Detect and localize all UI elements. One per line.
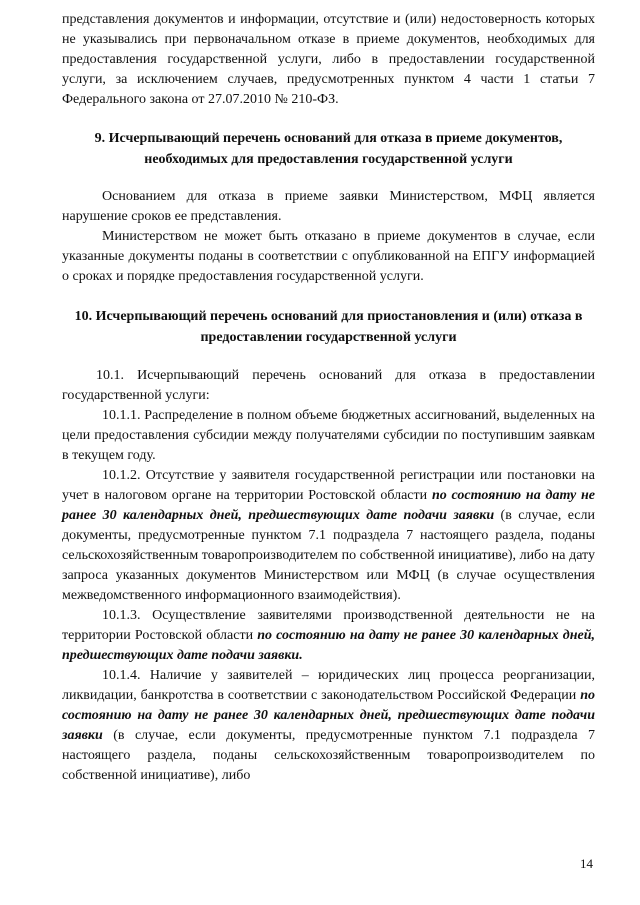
page-content <box>62 10 595 786</box>
paragraph-10-1-3 <box>62 606 595 666</box>
section-9-heading: 9. Исчерпывающий перечень оснований для отказа в приеме документов, необходимых для предоставления государственной услуги <box>94 131 563 167</box>
paragraph-10-1-2 <box>62 466 595 606</box>
section-9-paragraph-1: Основанием для отказа в приеме заявки Министерством, МФЦ является нарушение сроков ее представления. <box>62 189 595 224</box>
section-9-paragraph-2: Министерством не может быть отказано в приеме документов в случае, если указанные документы поданы в соответствии с опубликованной на ЕПГУ информацией о сроках и порядке предоставления государственной услуги. <box>62 229 595 284</box>
intro-paragraph: представления документов и информации, отсутствие и (или) недостоверность которых не указывались при первоначальном отказе в приеме документов, необходимых для предоставления государственной услуги, либо в предоставлении государственной услуги, за исключением случаев, предусмотренных пунктом 4 части 1 статьи 7 Федерального закона от 27.07.2010 № 210-ФЗ. <box>62 12 595 107</box>
paragraph-10-1-4-text-end: (в случае, если документы, предусмотренные пунктом 7.1 подраздела 7 настоящего раздела, поданы сельскохозяйственным товаропроизводителем по собственной инициативе), либо <box>62 728 595 783</box>
page-number: 14 <box>580 856 593 871</box>
paragraph-10-1: 10.1. Исчерпывающий перечень оснований для отказа в предоставлении государственной услуги: <box>62 368 595 403</box>
paragraph-10-1-2-emphasis: по состоянию на дату не ранее 30 календарных дней, предшествующих дате подачи заявки <box>62 488 596 523</box>
paragraph-10-1-2-text-end: (в случае, если документы, предусмотренные пунктом 7.1 подраздела 7 настоящего раздела, поданы сельскохозяйственным товаропроизводителем по собственной инициативе), либо на дату запроса указанных документов Министерством или МФЦ (в случае осуществления межведомственного информационного взаимодействия). <box>62 508 596 603</box>
section-10-heading: 10. Исчерпывающий перечень оснований для приостановления и (или) отказа в предоставлении государственной услуги <box>74 309 583 345</box>
paragraph-10-1-3-text-start: 10.1.3. Осуществление заявителями производственной деятельности не на территории Ростовской области <box>62 608 595 643</box>
paragraph-10-1-3-emphasis: по состоянию на дату не ранее 30 календарных дней, предшествующих дате подачи заявки. <box>62 628 595 663</box>
paragraph-10-1-4-emphasis: по состоянию на дату не ранее 30 календарных дней, предшествующих дате подачи заявки <box>62 688 595 743</box>
paragraph-10-1-4 <box>62 666 595 786</box>
paragraph-10-1-1: 10.1.1. Распределение в полном объеме бюджетных ассигнований, выделенных на цели предоставления субсидии между получателями субсидии по поступившим заявкам в текущем году. <box>62 408 595 463</box>
paragraph-10-1-2-text-start: 10.1.2. Отсутствие у заявителя государственной регистрации или постановки на учет в налоговом органе на территории Ростовской области <box>62 468 595 503</box>
paragraph-10-1-4-text-start: 10.1.4. Наличие у заявителей – юридических лиц процесса реорганизации, ликвидации, банкротства в соответствии с законодательством Российской Федерации <box>62 668 595 703</box>
